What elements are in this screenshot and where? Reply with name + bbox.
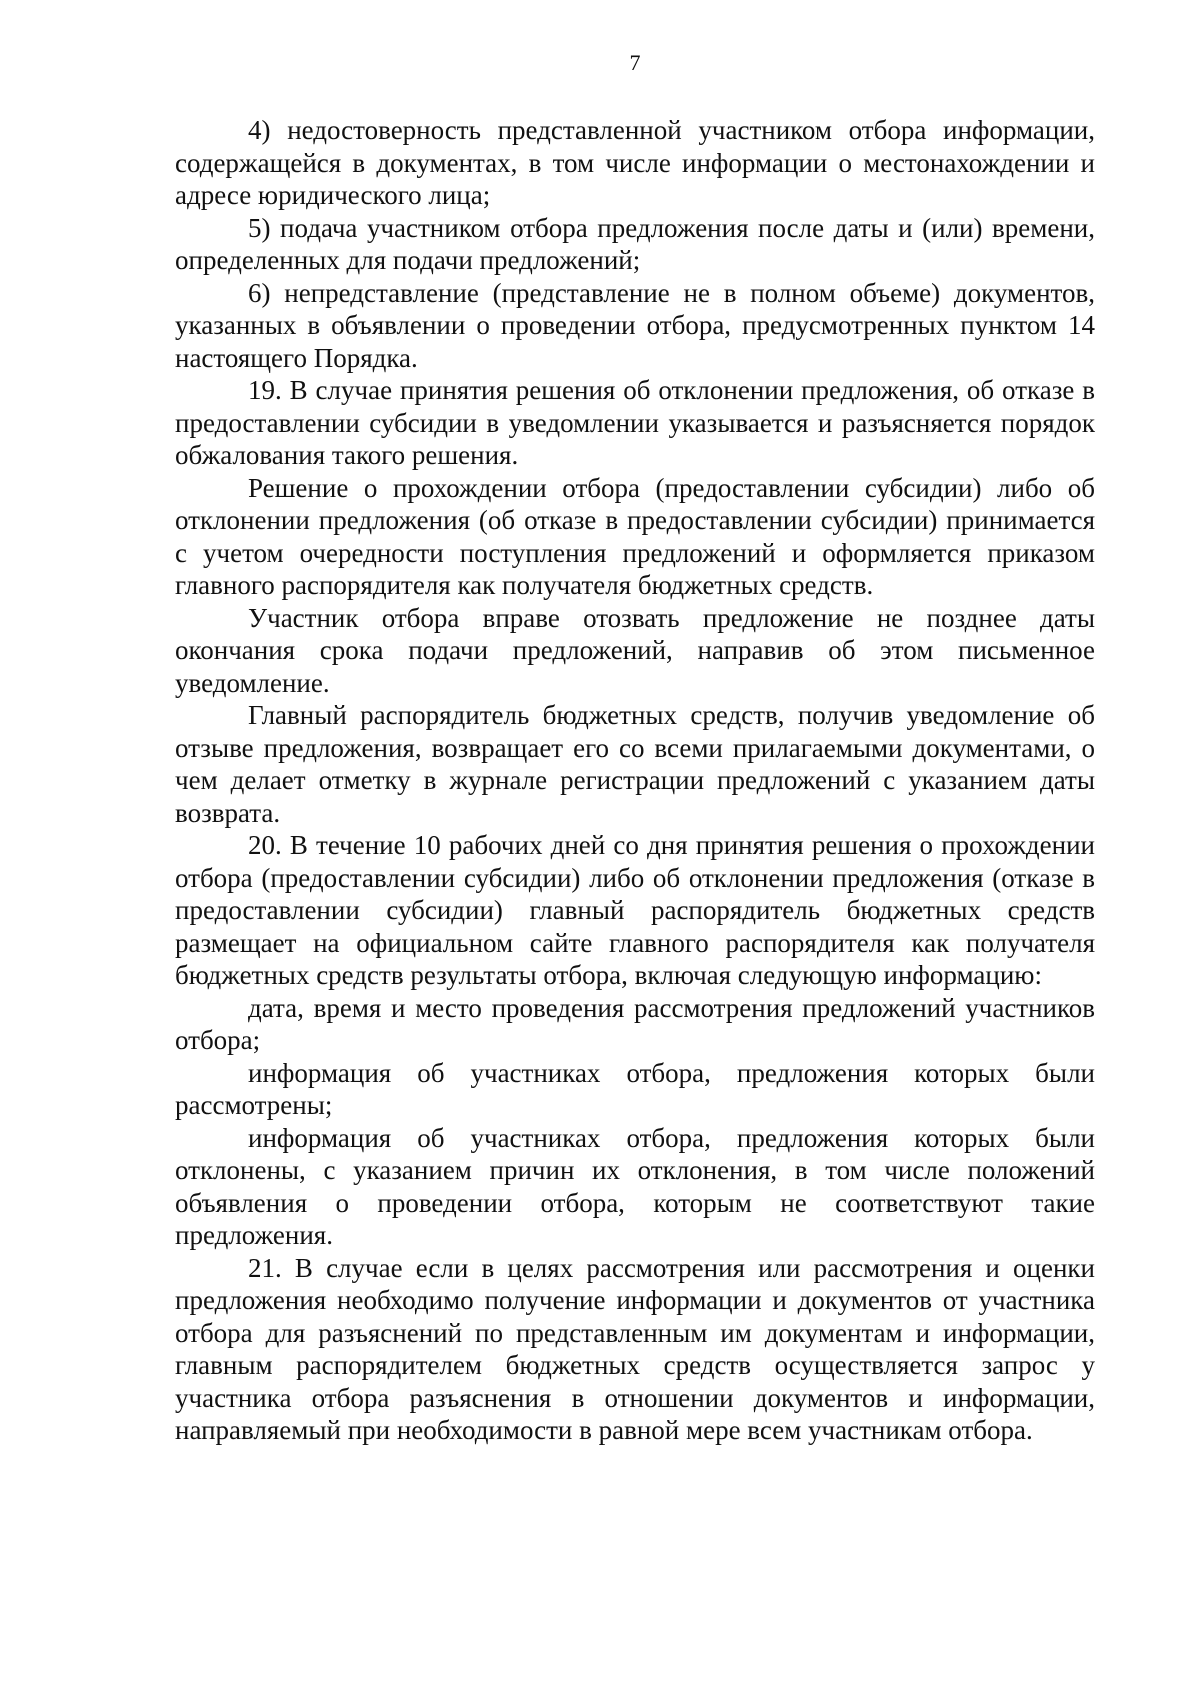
document-body [175, 114, 1095, 1447]
paragraph-withdrawal: Участник отбора вправе отозвать предложение не позднее даты окончания срока подачи предложений, направив об этом письменное уведомление. [175, 602, 1095, 698]
paragraph-item-5: 5) подача участником отбора предложения после даты и (или) времени, определенных для подачи предложений; [175, 212, 1095, 275]
paragraph-info-reviewed: информация об участниках отбора, предложения которых были рассмотрены; [175, 1057, 1095, 1120]
paragraph-item-4: 4) недостоверность представленной участником отбора информации, содержащейся в документах, в том числе информации о местонахождении и адресе юридического лица; [175, 115, 1095, 210]
paragraph-clause-21: 21. В случае если в целях рассмотрения или рассмотрения и оценки предложения необходимо получение информации и документов от участника отбора для разъяснений по представленным им документам и информации, главным распорядителем бюджетных средств осуществляется запрос у участника отбора разъяснения в отношении документов и информации, направляемый при необходимости в равной мере всем участникам отбора. [175, 1252, 1095, 1445]
paragraph-item-6: 6) непредставление (представление не в полном объеме) документов, указанных в объявлении о проведении отбора, предусмотренных пунктом 14 настоящего Порядка. [175, 277, 1095, 373]
paragraph-decision: Решение о прохождении отбора (предоставлении субсидии) либо об отклонении предложения (об отказе в предоставлении субсидии) принимается с учетом очередности поступления предложений и оформляется приказом главного распорядителя как получателя бюджетных средств. [175, 472, 1095, 600]
paragraph-clause-20: 20. В течение 10 рабочих дней со дня принятия решения о прохождении отбора (предоставлении субсидии) либо об отклонении предложения (отказе в предоставлении субсидии) главный распорядитель бюджетных средств размещает на официальном сайте главного распорядителя как получателя бюджетных средств результаты отбора, включая следующую информацию: [175, 830, 1095, 990]
paragraph-return: Главный распорядитель бюджетных средств, получив уведомление об отзыве предложения, возвращает его со всеми прилагаемыми документами, о чем делает отметку в журнале регистрации предложений с указанием даты возврата. [175, 700, 1095, 828]
paragraph-info-date: дата, время и место проведения рассмотрения предложений участников отбора; [175, 992, 1095, 1055]
paragraph-info-rejected: информация об участниках отбора, предложения которых были отклонены, с указанием причин их отклонения, в том числе положений объявления о проведении отбора, которым не соответствуют такие предложения. [175, 1122, 1095, 1250]
page-number: 7 [629, 50, 641, 75]
paragraph-clause-19: 19. В случае принятия решения об отклонении предложения, об отказе в предоставлении субсидии в уведомлении указывается и разъясняется порядок обжалования такого решения. [175, 375, 1095, 470]
